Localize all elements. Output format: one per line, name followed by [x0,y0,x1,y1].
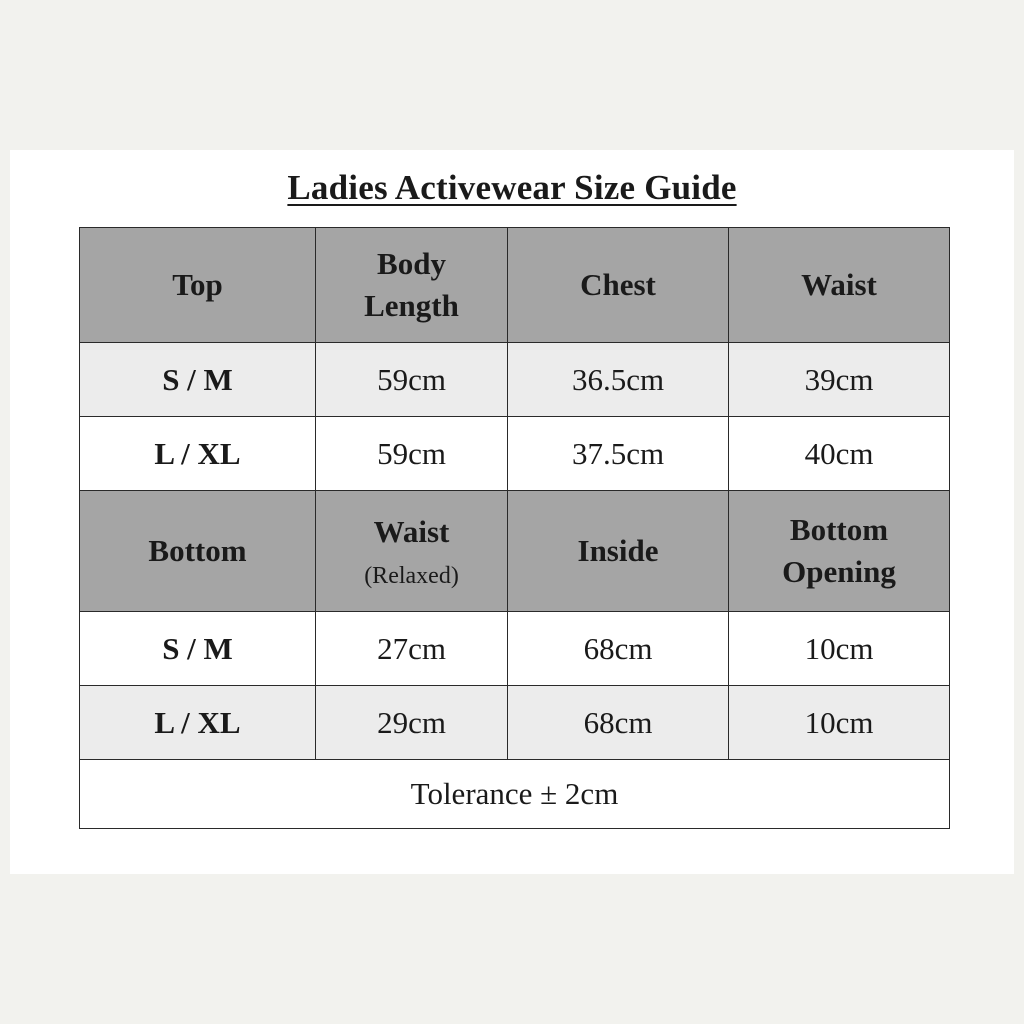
waist-value: 39cm [729,343,950,417]
inside-value: 68cm [508,612,729,686]
inside-value: 68cm [508,686,729,760]
waist-value: 29cm [316,686,508,760]
chest-value: 36.5cm [508,343,729,417]
bottom-opening-value: 10cm [729,612,950,686]
header-top: Top [80,228,316,343]
waist-value: 40cm [729,417,950,491]
header-bottom-opening: Bottom Opening [729,491,950,612]
body-length-value: 59cm [316,343,508,417]
bottom-header-row [80,491,950,612]
top-header-row [80,228,950,343]
header-waist: Waist [729,228,950,343]
size-guide-table [79,227,950,829]
table-row [80,343,950,417]
page-title: Ladies Activewear Size Guide [287,168,737,207]
header-chest: Chest [508,228,729,343]
bottom-opening-value: 10cm [729,686,950,760]
chest-value: 37.5cm [508,417,729,491]
size-label: L / XL [80,417,316,491]
header-waist-relaxed [316,491,508,612]
header-waist-note: (Relaxed) [364,563,459,589]
waist-value: 27cm [316,612,508,686]
header-body-length: Body Length [316,228,508,343]
table-row [80,417,950,491]
size-label: L / XL [80,686,316,760]
tolerance-row [80,760,950,829]
header-waist-label: Waist [373,514,450,549]
size-label: S / M [80,612,316,686]
size-label: S / M [80,343,316,417]
table-row [80,686,950,760]
header-bottom: Bottom [80,491,316,612]
table-row [80,612,950,686]
body-length-value: 59cm [316,417,508,491]
tolerance-note: Tolerance ± 2cm [80,760,950,829]
header-inside: Inside [508,491,729,612]
